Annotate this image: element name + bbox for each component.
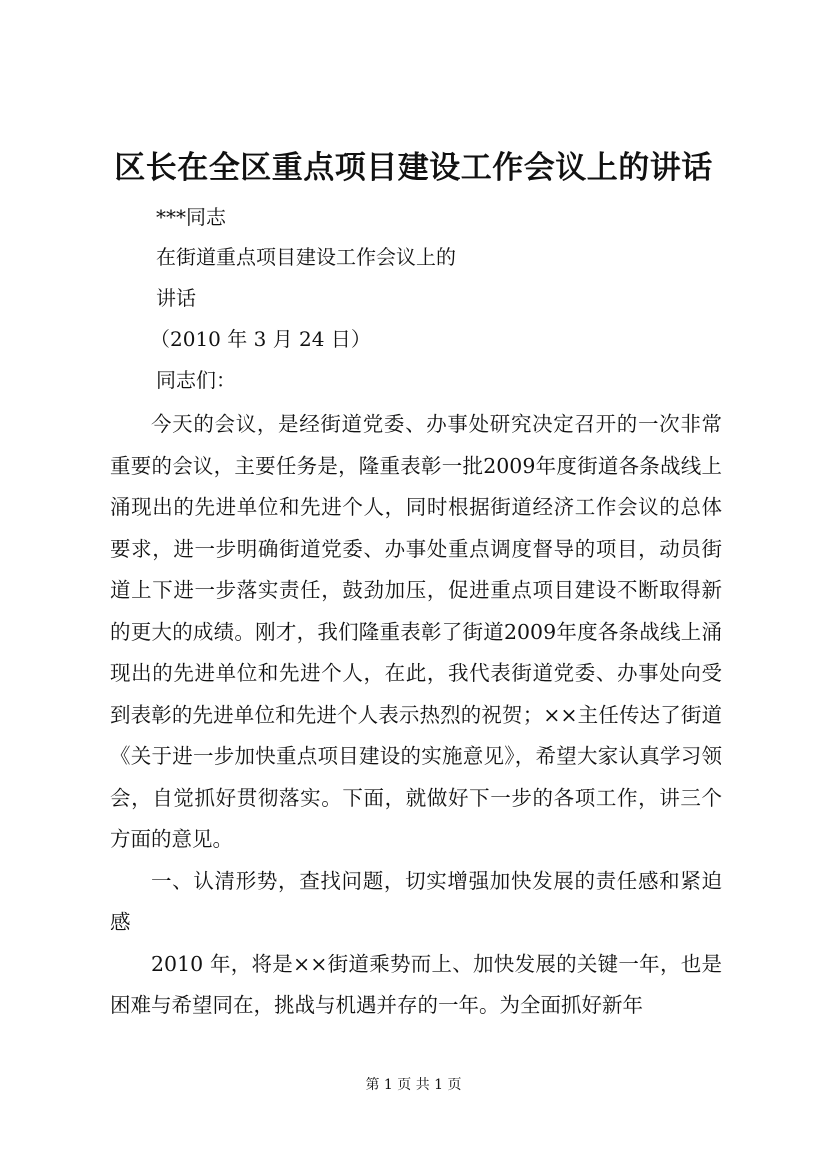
addressee-line: ***同志 xyxy=(156,205,226,229)
section-heading: 一、认清形势，查找问题，切实增强加快发展的责任感和紧迫感 xyxy=(110,868,722,934)
speech-occasion-line: 在街道重点项目建设工作会议上的 xyxy=(156,245,456,269)
document-title: 区长在全区重点项目建设工作会议上的讲话 xyxy=(114,150,713,186)
body-paragraph: 今天的会议，是经街道党委、办事处研究决定召开的一次非常重要的会议，主要任务是，隆重表彰一批2009年度街道各条战线上涌现出的先进单位和先进个人，同时根据街道经济工作会议的总体要求，进一步明确街道党委、办事处重点调度督导的项目，动员街道上下进一步落实责任，鼓劲加压，促进重点项目建设不断取得新的更大的成绩。刚才，我们隆重表彰了街道2009年度各条战线上涌现出的先进单位和先进个人，在此，我代表街道党委、办事处向受到表彰的先进单位和先进个人表示热烈的祝贺；××主任传达了街道《关于进一步加快重点项目建设的实施意见》，希望大家认真学习领会，自觉抓好贯彻落实。下面，就做好下一步的各项工作，讲三个方面的意见。 xyxy=(110,412,722,851)
page-footer: 第 1 页 共 1 页 xyxy=(365,1077,462,1093)
speech-date-line: （2010 年 3 月 24 日） xyxy=(150,327,371,351)
salutation-line: 同志们： xyxy=(156,368,236,392)
document-body xyxy=(110,404,722,1027)
speech-label-line: 讲话 xyxy=(156,286,196,310)
body-paragraph: 2010 年，将是××街道乘势而上、加快发展的关键一年，也是困难与希望同在，挑战与机遇并存的一年。为全面抓好新年 xyxy=(110,951,722,1017)
